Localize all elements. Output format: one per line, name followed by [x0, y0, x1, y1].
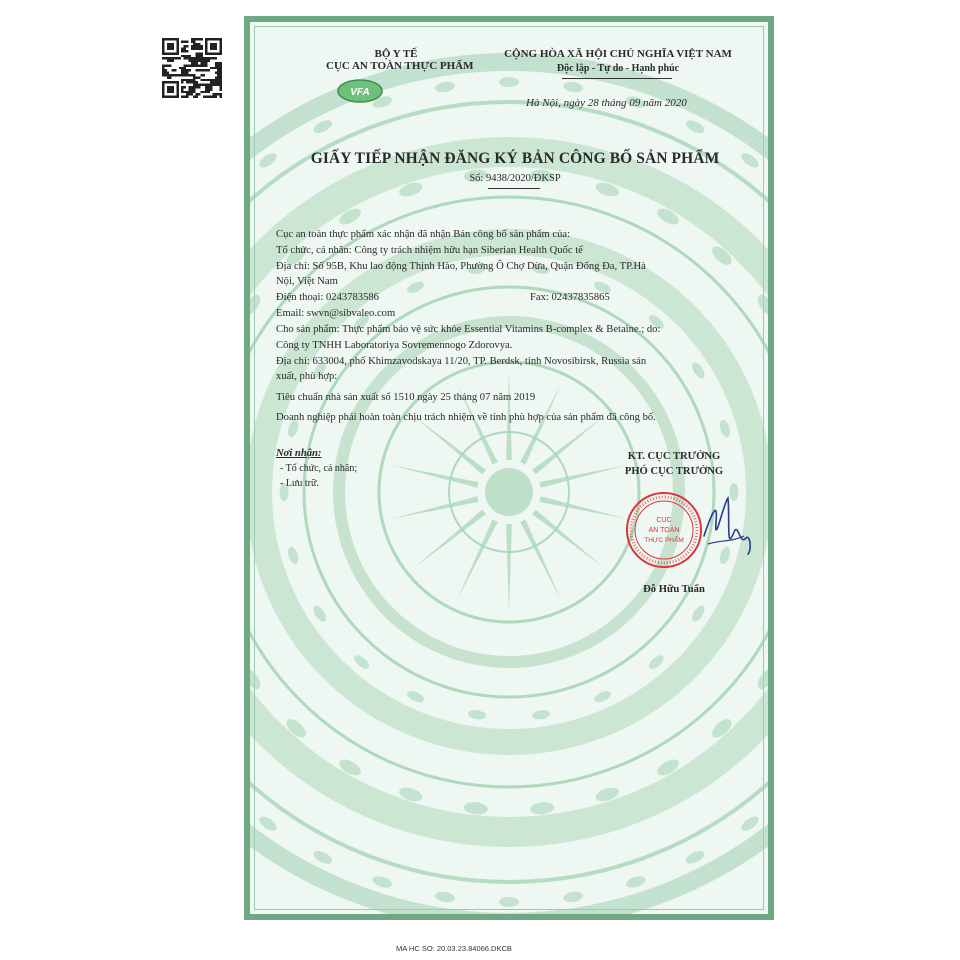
product-line-1: Cho sản phẩm: Thực phẩm bảo vệ sức khỏe Essential Vitamins B-complex & Betaine.; do:	[276, 324, 661, 335]
signature-title-line-1: KT. CỤC TRƯỞNG	[627, 451, 721, 462]
stamp-text-top: CỤC	[656, 517, 672, 524]
recipient-item: - Lưu trữ.	[280, 478, 319, 489]
title-underline	[488, 188, 540, 189]
qr-code	[162, 38, 222, 98]
organization-line: Tổ chức, cá nhân: Công ty trách nhiệm hữu hạn Siberian Health Quốc tế	[276, 245, 583, 256]
ministry-name: BỘ Y TẾ	[374, 48, 418, 60]
recipients-heading: Nơi nhận:	[276, 448, 322, 459]
handwritten-signature	[698, 492, 756, 574]
signature-title-line-2: PHÓ CỤC TRƯỞNG	[624, 466, 724, 477]
official-red-stamp	[624, 490, 704, 570]
document-title: GIẤY TIẾP NHẬN ĐĂNG KÝ BẢN CÔNG BỐ SẢN PHẨM	[310, 150, 720, 167]
responsibility-line: Doanh nghiệp phải hoàn toàn chịu trách nhiệm về tính phù hợp của sản phẩm đã công bố.	[276, 412, 656, 423]
republic-name: CỘNG HÒA XÃ HỘI CHỦ NGHĨA VIỆT NAM	[504, 48, 732, 60]
product-line-2: Công ty TNHH Laboratoriya Sovremennogo Zdorovya.	[276, 340, 513, 351]
manufacturer-address-line-1: Địa chỉ: 633004, phố Khimzavodskaya 11/20, TP. Berdsk, tỉnh Novosibirsk, Russia sản	[276, 356, 647, 367]
national-motto: Độc lập - Tự do - Hạnh phúc	[556, 63, 680, 74]
recipient-item: - Tổ chức, cá nhân;	[280, 463, 358, 474]
manufacturer-address-line-2: xuất, phù hợp:	[276, 371, 338, 382]
administrative-code: MA HC SO: 20.03.23.84066.DKCB	[396, 944, 512, 953]
document-number: Số: 9438/2020/ĐKSP	[469, 173, 561, 184]
motto-underline	[562, 78, 672, 79]
department-name: CỤC AN TOÀN THỰC PHẨM	[326, 60, 474, 72]
address-line-1: Địa chỉ: Số 95B, Khu lao động Thịnh Hào, Phường Ô Chợ Dừa, Quận Đống Đa, TP.Hà	[276, 261, 646, 272]
stamp-text-mid: AN TOÀN	[648, 527, 680, 534]
vfa-logo	[336, 78, 384, 104]
standard-line: Tiêu chuẩn nhà sản xuất số 1510 ngày 25 tháng 07 năm 2019	[276, 392, 536, 403]
certificate-frame	[244, 16, 774, 920]
address-line-2: Nội, Việt Nam	[276, 276, 338, 287]
stamp-text-bottom: THỰC PHẨM	[644, 537, 684, 544]
phone-line: Điện thoại: 0243783586	[276, 292, 379, 303]
email-line: Email: swvn@sibvaleo.com	[276, 308, 396, 319]
fax-line: Fax: 02437835865	[530, 292, 610, 303]
intro-line: Cục an toàn thực phẩm xác nhận đã nhận Bản công bố sản phẩm của:	[276, 229, 571, 240]
place-date: Hà Nội, ngày 28 tháng 09 năm 2020	[526, 97, 687, 109]
signer-name: Đỗ Hữu Tuấn	[643, 584, 705, 595]
logo-text: VFA	[350, 87, 370, 98]
